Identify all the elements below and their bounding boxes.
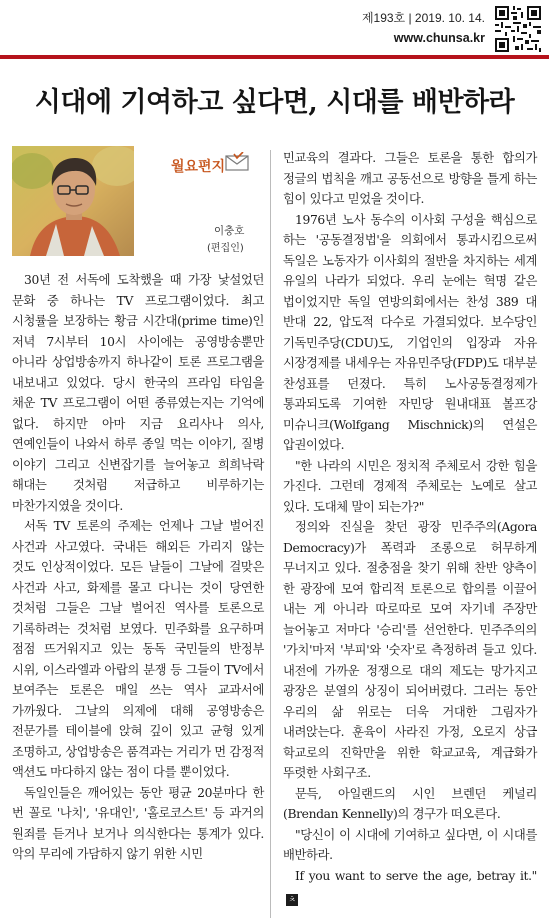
quote-paragraph: "당신이 이 시대에 기여하고 싶다면, 이 시대를 배반하라. [283,827,537,862]
website-link[interactable]: www.chunsa.kr [393,31,485,45]
masthead-rule [0,55,549,59]
headline: 시대에 기여하고 싶다면, 시대를 배반하라 [34,87,515,118]
quote-paragraph: "한 나라의 시민은 정치적 주체로서 강한 힘을 가진다. 그런데 경제적 주체로는 노예로 살고 있다. 도대체 말이 되는가?" [283,458,537,514]
right-column [283,148,537,907]
column-divider [270,150,271,918]
qr-code-icon[interactable] [493,4,543,54]
masthead [0,0,549,70]
author-title: (편집인) [207,243,244,254]
envelope-icon [225,152,249,172]
closing-quote-text: If you want to serve the age, betray it." [295,868,537,883]
paragraph: 문득, 아일랜드의 시인 브렌던 케널리(Brendan Kennelly)의 경구가 떠오른다. [283,786,537,821]
paragraph: 서독 TV 토론의 주제는 언제나 그날 벌어진 사건과 사고였다. 국내든 해외든 가리지 않는 것도 인상적이었다. 모든 날들이 그날에 걸맞은 사건과 사고, 화제를 몰고 다니는 것이 당연한 것처럼 그들은 그날 벌어진 역사를 토론으로 기록하려는 것처럼 보였다. 민주화를 요구하며 점점 뜨거워지고 있는 동독 국민들의 반정부 시위, 이스라엘과 아랍의 분쟁 등 그들이 TV에서 보여주는 토론은 매일 쓰는 역사 교과서에 가까웠다. 그날의 의제에 대해 공영방송은 전문가를 테이블에 앉혀 깊이 있고 균형 있게 조명하고, 상업방송은 품격과는 거리가 먼 감정적 액션도 마다하지 않는 점이 다를 뿐이었다. [12,519,264,779]
left-column [12,270,264,865]
closing-quote [283,866,537,907]
paragraph: 30년 전 서독에 도착했을 때 가장 낯설었던 문화 중 하나는 TV 프로그램이었다. 최고 시청률을 보장하는 황금 시간대(prime time)인 저녁 7시부터 10시 사이에는 공영방송뿐만 아니라 상업방송까지 하나같이 토론 프로그램을 내보내고 있었다. 당시 한국의 프라임 타임을 채운 TV 프로그램이 어떤 종류였는지는 기억에 없다. 하지만 아마 지금 요리사나 의사, 연예인들이 나와서 하루 종일 먹는 이야기, 질병 이야기 그리고 신변잡기를 늘어놓고 희희낙락 해대는 것처럼 저급하고 비루하기는 마찬가지였을 것이다. [12,273,264,513]
paragraph: 민교육의 결과다. 그들은 토론을 통한 합의가 정글의 법칙을 깨고 공동선으로 방향을 틀게 하는 힘이 있다고 믿었을 것이다. [283,151,537,206]
column-label: 월요편지 [171,159,226,175]
issue-date: 제193호 | 2019. 10. 14. [361,11,485,25]
paragraph: 정의와 진실을 찾던 광장 민주주의(Agora Democracy)가 폭력과 조롱으로 허무하게 무너지고 있다. 절충점을 찾기 위해 찬반 양측이 한 광장에 모여 합리적 토론으로 합의를 이끌어 내는 게 아니라 따로따로 모여 자기네 주장만 늘어놓고 저마다 '승리'를 선언한다. 민주주의의 '가치'마저 '부피'와 '숫자'로 측정하려 들고 있다. 내전에 가까운 정쟁으로 대의 제도는 망가지고 광장은 분열의 상징이 되어버렸다. 그러는 동안 우리의 삶 위로는 더욱 거대한 그림자가 내려앉는다. 훈육이 사라진 가정, 오로지 상급 학교로의 진학만을 위한 학교교육, 계급화가 뚜렷한 사회구조. [283,520,537,780]
paragraph: 독일인들은 깨어있는 동안 평균 20분마다 한 번 꼴로 '나치', '유대인', '홀로코스트' 등 과거의 원죄를 듣거나 보거나 의식한다는 통계가 있다. 악의 무리에 가담하지 않기 위한 시민 [12,785,264,861]
end-mark-icon: ㅊ [286,894,298,906]
author-photo [12,146,134,256]
paragraph: 1976년 노사 동수의 이사회 구성을 핵심으로 하는 '공동결정법'을 의회에서 통과시킴으로써 독일은 노동자가 이사회의 절반을 차지하는 세계 유일의 나라가 되었다. 우리 눈에는 혁명 같은 법이었지만 독일 연방의회에서는 찬성 389 대 반대 22, 압도적 다수로 가결되었다. 보수당인 기독민주당(CDU)도, 기업인의 입장과 자유 시장경제를 내세우는 자유민주당(FDP)도 대부분 찬성표를 던졌다. 특히 노사공동결정제가 통과되도록 기여한 자민당 원내대표 볼프강 미슈니크(Wolfgang Mischnick)의 연설은 압권이었다. [283,212,537,452]
author-name: 이충호 [214,225,245,237]
